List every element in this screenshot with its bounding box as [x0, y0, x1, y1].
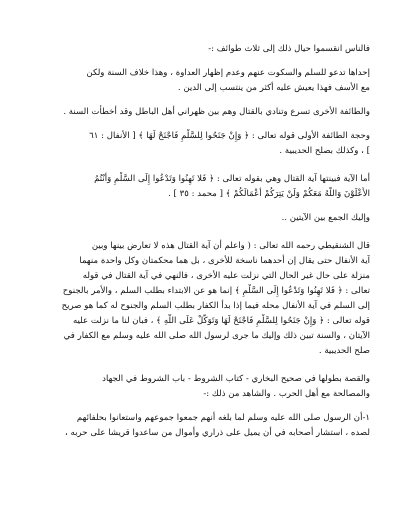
text-line: وإليك الجمع بين الآيتين ..: [281, 213, 370, 223]
paragraph-spacer: [30, 226, 370, 239]
text-line: إلى السلم في آية الأنفال محله فيما إذا بدأ الكفار بطلب السلم والجنوح له كما هو صريح: [61, 301, 370, 311]
paragraph: [30, 105, 370, 120]
paragraph-spacer: [30, 402, 370, 411]
text-line: آية الأنفال حتى يقال إن أحدهما ناسخة للأخرى ، بل هما محكمتان وكل واحدة منهما: [79, 256, 370, 266]
paragraph: [30, 239, 370, 359]
paragraph-spacer: [30, 202, 370, 211]
text-line: ] ، وكذلك بصلح الحديبية .: [279, 146, 370, 156]
text-line: ١-أن الرسول صلى الله عليه وسلم لما بلغه أنهم جمعوا جموعهم واستعانوا بحلفائهم: [76, 413, 370, 423]
paragraph: [30, 66, 370, 96]
text-line: إحداها تدعو للسلم والسكوت عنهم وعدم إظهار العداوة ، وهذا خلاف السنة ولكن: [86, 68, 370, 78]
text-line: الآيتان ، والسنة تبين ذلك وإليك ما جرى لرسول الله صلى الله عليه وسلم مع الكفار في: [63, 331, 370, 341]
paragraph: [30, 172, 370, 202]
text-line: صلح الحديبية .: [318, 346, 370, 356]
text-line: قوله تعالى : ﴿ وَإِنْ جَنَحُوا لِلسَّلْمِ فَاجْنَحْ لَهَا وَتَوَكَّلْ عَلَى اللَّهِ ﴾ ، فبان لنا ما نزلت عليه: [72, 316, 370, 326]
text-line: أما الآية فبينتها آية القتال وهي بقوله تعالى : ﴿ فَلا تَهِنُوا وَتَدْعُوا إِلَى السَّلْمِ وَأَنْتُمُ: [94, 174, 370, 184]
paragraph: [30, 42, 370, 57]
text-line: منزلة على حال غير الحال التي نزلت عليه الأخرى ، فالنهي في آية القتال في قوله: [82, 271, 370, 281]
text-line: والطائفة الأخرى تسرع وتنادي بالقتال وهم بين ظهراني أهل الباطل وقد أخطأت السنة .: [63, 107, 370, 117]
text-line: لصده ، استشار أصحابه في أن يميل على ذراري وأموال من ساعدوا قريشا على حربه ،: [65, 428, 370, 438]
paragraph: [30, 129, 370, 159]
paragraph-spacer: [30, 159, 370, 172]
text-line: الأَعْلَوْنَ وَاللَّهُ مَعَكُمْ وَلَنْ يَتِرَكُمْ أَعْمَالَكُمْ ﴾ [ محمد : ٣٥ ] .: [168, 189, 370, 199]
text-line: فالناس انقسموا حيال ذلك إلى ثلاث طوائف :-: [208, 44, 370, 54]
paragraph: [30, 211, 370, 226]
text-line: وحجة الطائفة الأولى قوله تعالى : ﴿ وَإِنْ جَنَحُوا لِلسَّلْمِ فَاجْنَحْ لَهَا ﴾ [ الأنفال : ٦١: [89, 131, 370, 141]
text-line: قال الشنقيطي رحمه الله تعالى : ( واعلم أن آية القتال هذه لا تعارض بينها وبين: [91, 241, 370, 251]
text-line: مع الأسف فهذا يعيش عليه أكثر من ينتسب إلى الدين .: [177, 83, 370, 93]
paragraph-spacer: [30, 57, 370, 66]
paragraph: [30, 411, 370, 441]
text-line: تعالى : ﴿ فَلا تَهِنُوا وَتَدْعُوا إِلَى السَّلْمِ ﴾ إنما هو عن الابتداء بطلب السلم ، والأمر بالجنوح: [62, 286, 370, 296]
text-line: والقصة بطولها في صحيح البخاري - كتاب الشروط - باب الشروط في الجهاد: [102, 374, 370, 384]
paragraph: [30, 372, 370, 402]
paragraph-spacer: [30, 120, 370, 129]
paragraph-spacer: [30, 96, 370, 105]
paragraph-spacer: [30, 359, 370, 372]
text-line: والمصالحة مع أهل الحرب . والشاهد من ذلك :-: [203, 389, 370, 399]
